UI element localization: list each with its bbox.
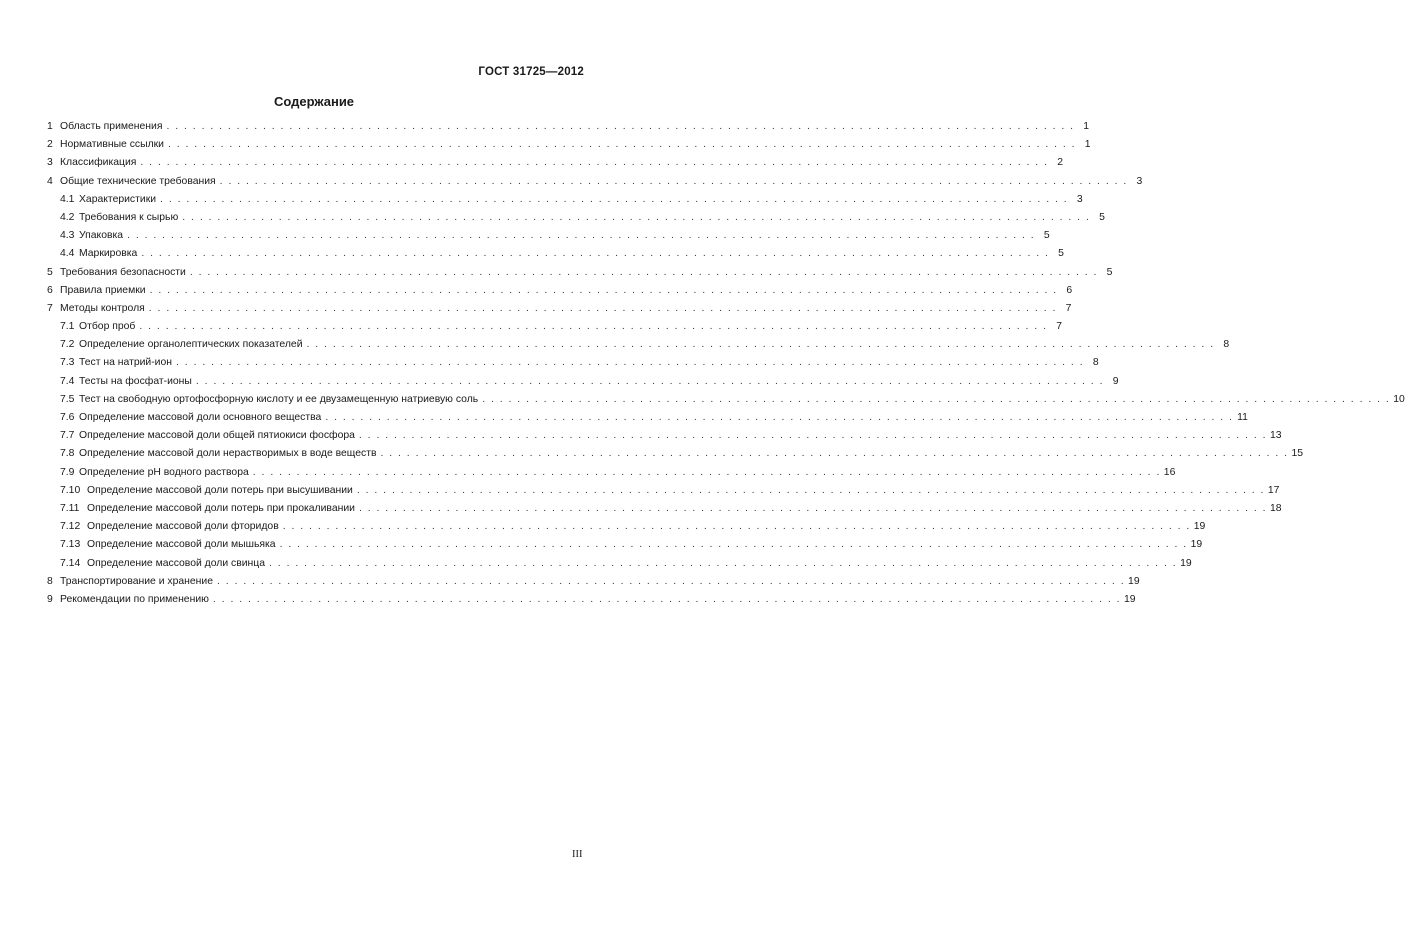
toc-entry-number: 3 (47, 157, 53, 169)
toc-entry-number: 2 (47, 139, 53, 151)
toc-entry-label: Тесты на фосфат-ионы (79, 375, 192, 387)
toc-entry[interactable] (47, 264, 1113, 282)
toc-dot-leader (141, 245, 1048, 263)
toc-entry-number: 7.5 (60, 393, 75, 405)
toc-dot-leader (139, 318, 1046, 336)
toc-entry-page: 13 (1269, 430, 1282, 442)
toc-entry-page: 15 (1291, 448, 1304, 460)
toc-entry-number: 4.2 (60, 211, 75, 223)
toc-dot-leader (357, 482, 1264, 500)
toc-entry-page: 19 (1190, 539, 1203, 551)
toc-entry-label: Тест на натрий-ион (79, 357, 173, 369)
toc-entry[interactable] (47, 154, 1063, 172)
toc-entry[interactable] (47, 391, 1405, 409)
toc-entry[interactable] (47, 518, 1206, 536)
toc-entry-page: 19 (1180, 557, 1192, 569)
toc-entry-page: 6 (1066, 284, 1073, 296)
toc-entry-page: 3 (1076, 193, 1083, 205)
toc-dot-leader (220, 173, 1127, 191)
toc-entry-page: 5 (1058, 248, 1064, 260)
toc-entry-label: Общие технические требования (60, 175, 216, 187)
toc-entry-label: Маркировка (79, 248, 138, 260)
toc-entry[interactable] (47, 591, 1136, 609)
toc-dot-leader (196, 373, 1103, 391)
toc-entry-label: Определение массовой доли свинца (87, 557, 266, 569)
toc-entry[interactable] (47, 427, 1282, 445)
toc-entry[interactable] (47, 282, 1073, 300)
toc-dot-leader (190, 264, 1097, 282)
toc-entry-page: 1 (1084, 139, 1091, 151)
toc-entry-number: 7.14 (60, 557, 81, 569)
toc-dot-leader (217, 573, 1124, 591)
toc-dot-leader (150, 282, 1057, 300)
toc-entry[interactable] (47, 482, 1280, 500)
toc-entry-label: Определение массовой доли фторидов (87, 521, 279, 533)
toc-entry-number: 7.9 (60, 466, 75, 478)
toc-entry-number: 7.13 (60, 539, 81, 551)
toc-dot-leader (166, 118, 1073, 136)
toc-entry-page: 9 (1112, 375, 1119, 387)
toc-entry-number: 7.11 (60, 502, 80, 514)
toc-entry-label: Классификация (60, 157, 137, 169)
toc-entry[interactable] (47, 136, 1091, 154)
toc-entry-number: 7.3 (60, 357, 75, 369)
toc-entry-number: 1 (47, 121, 53, 132)
toc-entry-label: Определение органолептических показателей (79, 339, 303, 351)
toc-dot-leader (283, 518, 1190, 536)
toc-entry[interactable] (47, 300, 1072, 318)
toc-entry[interactable] (47, 573, 1140, 591)
toc-entry[interactable] (47, 464, 1176, 482)
toc-entry[interactable] (47, 191, 1083, 209)
toc-dot-leader (168, 136, 1075, 154)
toc-entry-label: Требования к сырью (79, 211, 179, 223)
toc-entry-number: 7.2 (60, 339, 75, 351)
toc-entry[interactable] (47, 409, 1248, 427)
toc-entry-number: 4.3 (60, 230, 75, 242)
toc-entry-number: 5 (47, 266, 53, 278)
table-of-contents (47, 118, 1405, 609)
toc-entry-number: 7.7 (60, 430, 75, 442)
toc-entry-page: 7 (1056, 321, 1062, 333)
toc-entry-number: 4.1 (60, 193, 75, 205)
toc-entry-page: 18 (1269, 502, 1282, 514)
toc-entry-number: 4.4 (60, 248, 75, 260)
toc-entry-number: 7.10 (60, 484, 81, 496)
toc-entry[interactable] (47, 500, 1282, 518)
toc-entry-label: Отбор проб (79, 321, 136, 333)
toc-entry-label: Характеристики (79, 193, 157, 205)
toc-entry-label: Определение массовой доли нерастворимых в воде веществ (79, 448, 377, 460)
toc-entry-number: 7.6 (60, 412, 75, 423)
toc-dot-leader (359, 500, 1266, 518)
toc-entry-page: 2 (1057, 157, 1063, 169)
page-number: III (572, 849, 583, 860)
toc-entry-label: Область применения (60, 121, 163, 132)
toc-entry[interactable] (47, 445, 1304, 463)
toc-entry[interactable] (47, 173, 1143, 191)
toc-entry[interactable] (47, 555, 1192, 573)
page-title: Содержание (273, 94, 355, 109)
toc-entry-label: Упаковка (79, 230, 124, 242)
toc-dot-leader (269, 555, 1176, 573)
toc-entry[interactable] (47, 336, 1230, 354)
toc-entry-number: 7.4 (60, 375, 75, 387)
toc-entry[interactable] (47, 227, 1050, 245)
toc-entry-number: 7.12 (60, 521, 81, 533)
document-code: ГОСТ 31725—2012 (478, 66, 584, 78)
toc-entry-label: Нормативные ссылки (60, 139, 164, 151)
toc-dot-leader (253, 464, 1160, 482)
toc-entry-number: 7.8 (60, 448, 75, 460)
toc-entry-number: 9 (47, 593, 53, 605)
toc-entry[interactable] (47, 318, 1062, 336)
toc-entry-number: 7 (47, 302, 53, 314)
toc-dot-leader (182, 209, 1089, 227)
toc-entry-label: Транспортирование и хранение (60, 575, 214, 587)
toc-entry-page: 16 (1163, 466, 1176, 478)
toc-entry[interactable] (47, 354, 1099, 372)
toc-entry[interactable] (47, 245, 1064, 263)
toc-dot-leader (149, 300, 1056, 318)
toc-entry-number: 6 (47, 284, 53, 296)
toc-entry-page: 7 (1065, 302, 1072, 314)
toc-entry-page: 1 (1083, 121, 1090, 132)
toc-entry-page: 5 (1043, 230, 1050, 242)
toc-dot-leader (325, 409, 1232, 427)
toc-dot-leader (160, 191, 1067, 209)
toc-dot-leader (359, 427, 1266, 445)
toc-entry-number: 8 (47, 575, 53, 587)
toc-entry-page: 17 (1267, 484, 1280, 496)
toc-entry-page: 8 (1092, 357, 1099, 369)
toc-entry-number: 4 (47, 175, 53, 187)
toc-entry-label: Определение массовой доли потерь при прокаливании (87, 502, 355, 514)
toc-entry-label: Требования безопасности (60, 266, 186, 278)
toc-entry-label: Определение массовой доли потерь при высушивании (87, 484, 353, 496)
toc-entry[interactable] (47, 373, 1119, 391)
toc-entry-number: 7.1 (60, 321, 75, 333)
toc-dot-leader (176, 354, 1083, 372)
toc-entry-label: Определение массовой доли общей пятиокиси фосфора (79, 430, 355, 442)
toc-entry-page: 10 (1393, 393, 1405, 405)
toc-entry-label: Тест на свободную ортофосфорную кислоту и ее двузамещенную натриевую соль (79, 393, 479, 405)
toc-entry-label: Определение рН водного раствора (79, 466, 249, 478)
toc-dot-leader (307, 336, 1214, 354)
toc-entry-label: Определение массовой доли основного вещества (79, 412, 322, 423)
toc-entry-label: Определение массовой доли мышьяка (87, 539, 276, 551)
toc-entry-page: 19 (1193, 521, 1206, 533)
toc-entry-page: 3 (1136, 175, 1143, 187)
toc-dot-leader (127, 227, 1034, 245)
toc-dot-leader (213, 591, 1120, 609)
toc-entry-label: Рекомендации по применению (60, 593, 209, 605)
toc-dot-leader (482, 391, 1389, 409)
toc-entry-page: 19 (1123, 593, 1136, 605)
toc-entry-page: 8 (1223, 339, 1230, 351)
toc-dot-leader (380, 445, 1287, 463)
toc-entry-page: 5 (1099, 211, 1105, 223)
toc-entry-label: Методы контроля (60, 302, 145, 314)
toc-entry-page: 19 (1128, 575, 1140, 587)
toc-entry-label: Правила приемки (60, 284, 146, 296)
toc-entry[interactable] (47, 118, 1090, 136)
toc-entry-page: 11 (1237, 412, 1248, 423)
toc-dot-leader (280, 536, 1187, 554)
toc-entry[interactable] (47, 536, 1203, 554)
toc-dot-leader (140, 154, 1047, 172)
toc-entry-page: 5 (1106, 266, 1113, 278)
toc-entry[interactable] (47, 209, 1105, 227)
